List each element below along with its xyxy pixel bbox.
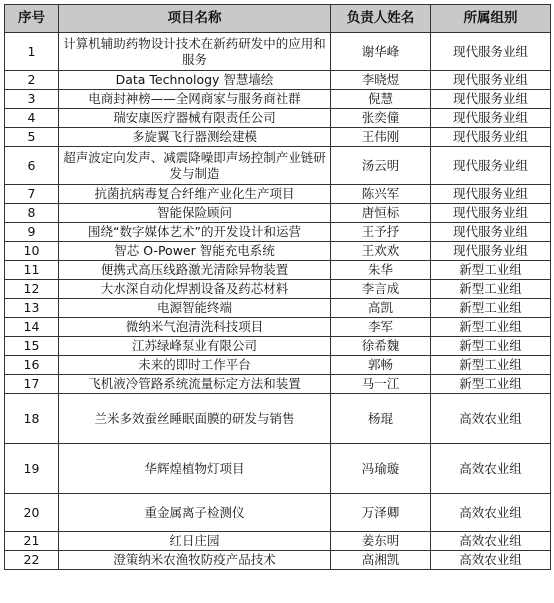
row-no: 14 — [5, 318, 59, 337]
row-person: 王伟刚 — [331, 128, 431, 147]
table-row — [5, 299, 551, 318]
table-row — [5, 90, 551, 109]
row-no: 3 — [5, 90, 59, 109]
row-no: 11 — [5, 261, 59, 280]
header-group: 所属组别 — [431, 5, 551, 33]
row-person: 杨琨 — [331, 394, 431, 444]
table-row — [5, 318, 551, 337]
row-project-name: 飞机液冷管路系统流量标定方法和装置 — [59, 375, 331, 394]
row-no: 17 — [5, 375, 59, 394]
row-no: 1 — [5, 33, 59, 71]
header-row — [5, 5, 551, 33]
row-person: 郭畅 — [331, 356, 431, 375]
row-project-name: 多旋翼飞行器测绘建模 — [59, 128, 331, 147]
row-project-name: 大水深自动化焊割设备及药芯材料 — [59, 280, 331, 299]
row-no: 4 — [5, 109, 59, 128]
table-row — [5, 494, 551, 532]
row-group: 新型工业组 — [431, 375, 551, 394]
row-group: 新型工业组 — [431, 261, 551, 280]
row-project-name: 未来的即时工作平台 — [59, 356, 331, 375]
table-row — [5, 147, 551, 185]
row-group: 现代服务业组 — [431, 147, 551, 185]
row-project-name: 兰米多效蚕丝睡眠面膜的研发与销售 — [59, 394, 331, 444]
table-row — [5, 185, 551, 204]
row-person: 李晓煜 — [331, 71, 431, 90]
row-project-name: 抗菌抗病毒复合纤维产业化生产项目 — [59, 185, 331, 204]
row-group: 现代服务业组 — [431, 204, 551, 223]
row-person: 汤云明 — [331, 147, 431, 185]
row-no: 18 — [5, 394, 59, 444]
row-person: 倪慧 — [331, 90, 431, 109]
row-no: 10 — [5, 242, 59, 261]
table-row — [5, 261, 551, 280]
row-person: 马一江 — [331, 375, 431, 394]
table-row — [5, 204, 551, 223]
row-project-name: 红日庄园 — [59, 532, 331, 551]
row-project-name: 智能保险顾问 — [59, 204, 331, 223]
row-person: 姜东明 — [331, 532, 431, 551]
row-no: 9 — [5, 223, 59, 242]
row-group: 现代服务业组 — [431, 128, 551, 147]
row-person: 万泽卿 — [331, 494, 431, 532]
row-no: 6 — [5, 147, 59, 185]
header-no: 序号 — [5, 5, 59, 33]
row-person: 谢华峰 — [331, 33, 431, 71]
table-row — [5, 33, 551, 71]
row-no: 20 — [5, 494, 59, 532]
row-no: 12 — [5, 280, 59, 299]
header-project-name: 项目名称 — [59, 5, 331, 33]
project-table — [4, 4, 551, 570]
row-group: 新型工业组 — [431, 318, 551, 337]
row-group: 新型工业组 — [431, 356, 551, 375]
row-project-name: 计算机辅助药物设计技术在新药研发中的应用和服务 — [59, 33, 331, 71]
row-person: 陈兴军 — [331, 185, 431, 204]
row-no: 19 — [5, 444, 59, 494]
row-group: 高效农业组 — [431, 494, 551, 532]
row-group: 新型工业组 — [431, 280, 551, 299]
row-no: 13 — [5, 299, 59, 318]
row-person: 李军 — [331, 318, 431, 337]
row-no: 16 — [5, 356, 59, 375]
row-project-name: 澄策纳米农渔牧防疫产品技术 — [59, 551, 331, 570]
row-group: 现代服务业组 — [431, 109, 551, 128]
table-row — [5, 551, 551, 570]
row-project-name: 智芯 O-Power 智能充电系统 — [59, 242, 331, 261]
row-group: 现代服务业组 — [431, 223, 551, 242]
row-group: 新型工业组 — [431, 299, 551, 318]
table-row — [5, 394, 551, 444]
row-group: 高效农业组 — [431, 394, 551, 444]
row-person: 李言成 — [331, 280, 431, 299]
row-no: 2 — [5, 71, 59, 90]
row-group: 现代服务业组 — [431, 33, 551, 71]
row-project-name: 华辉煌植物灯项目 — [59, 444, 331, 494]
table-row — [5, 223, 551, 242]
table-row — [5, 109, 551, 128]
table-row — [5, 242, 551, 261]
row-group: 高效农业组 — [431, 444, 551, 494]
table-row — [5, 444, 551, 494]
row-project-name: 瑞安康医疗器械有限责任公司 — [59, 109, 331, 128]
table-row — [5, 532, 551, 551]
header-person: 负责人姓名 — [331, 5, 431, 33]
row-person: 王予抒 — [331, 223, 431, 242]
row-group: 新型工业组 — [431, 337, 551, 356]
table-row — [5, 71, 551, 90]
table-row — [5, 280, 551, 299]
row-no: 7 — [5, 185, 59, 204]
row-project-name: 重金属离子检测仪 — [59, 494, 331, 532]
row-group: 高效农业组 — [431, 551, 551, 570]
row-person: 高湘凯 — [331, 551, 431, 570]
row-project-name: 微纳米气泡清洗科技项目 — [59, 318, 331, 337]
row-project-name: Data Technology 智慧墙绘 — [59, 71, 331, 90]
row-group: 现代服务业组 — [431, 90, 551, 109]
row-group: 现代服务业组 — [431, 242, 551, 261]
row-project-name: 江苏绿峰泵业有限公司 — [59, 337, 331, 356]
row-group: 现代服务业组 — [431, 185, 551, 204]
row-person: 王欢欢 — [331, 242, 431, 261]
table-row — [5, 356, 551, 375]
row-no: 15 — [5, 337, 59, 356]
row-person: 唐恒标 — [331, 204, 431, 223]
row-no: 21 — [5, 532, 59, 551]
row-project-name: 电源智能终端 — [59, 299, 331, 318]
row-person: 张奕僮 — [331, 109, 431, 128]
row-person: 徐希魏 — [331, 337, 431, 356]
row-project-name: 便携式高压线路激光清除异物装置 — [59, 261, 331, 280]
row-no: 5 — [5, 128, 59, 147]
row-person: 高凯 — [331, 299, 431, 318]
row-project-name: 超声波定向发声、减震降噪即声场控制产业链研发与制造 — [59, 147, 331, 185]
table-row — [5, 128, 551, 147]
table-row — [5, 375, 551, 394]
row-person: 冯瑜璇 — [331, 444, 431, 494]
row-project-name: 围绕“数字媒体艺术”的开发设计和运营 — [59, 223, 331, 242]
row-no: 8 — [5, 204, 59, 223]
row-no: 22 — [5, 551, 59, 570]
row-group: 高效农业组 — [431, 532, 551, 551]
row-person: 朱华 — [331, 261, 431, 280]
row-group: 现代服务业组 — [431, 71, 551, 90]
row-project-name: 电商封神榜——全网商家与服务商社群 — [59, 90, 331, 109]
table-row — [5, 337, 551, 356]
